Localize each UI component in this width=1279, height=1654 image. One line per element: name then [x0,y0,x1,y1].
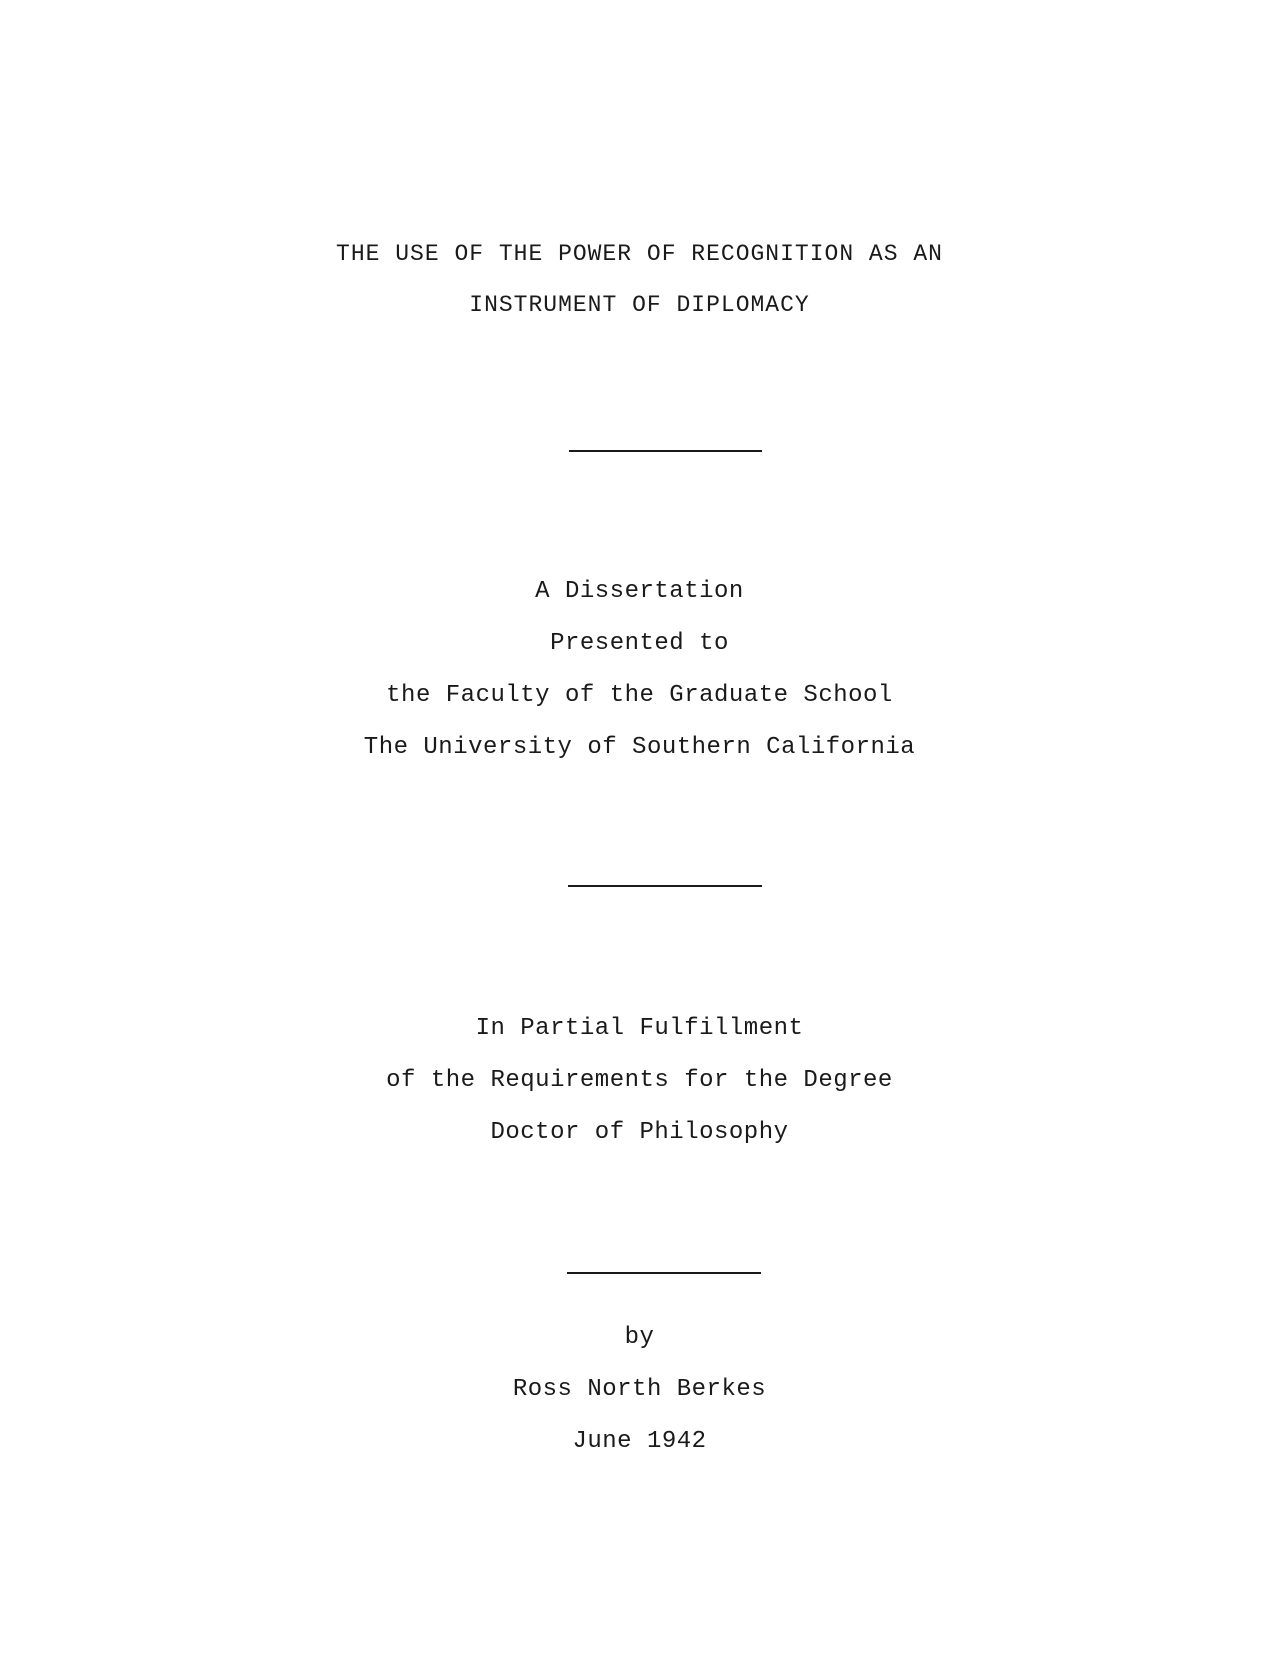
fulfillment-label: In Partial Fulfillment [475,1015,804,1042]
degree-label: Doctor of Philosophy [490,1119,789,1146]
separator-rule-3 [567,1272,761,1274]
title-line-1: THE USE OF THE POWER OF RECOGNITION AS AN [336,241,943,267]
presented-to-label: Presented to [550,630,729,657]
separator-rule-1 [569,450,762,452]
separator-rule-2 [568,885,762,887]
by-label: by [624,1324,655,1351]
author-name: Ross North Berkes [512,1376,767,1403]
faculty-label: the Faculty of the Graduate School [386,682,893,709]
title-line-2: INSTRUMENT OF DIPLOMACY [469,292,810,318]
requirements-label: of the Requirements for the Degree [386,1067,893,1094]
dissertation-label: A Dissertation [535,578,744,605]
university-label: The University of Southern California [363,734,916,761]
date-label: June 1942 [572,1428,707,1455]
